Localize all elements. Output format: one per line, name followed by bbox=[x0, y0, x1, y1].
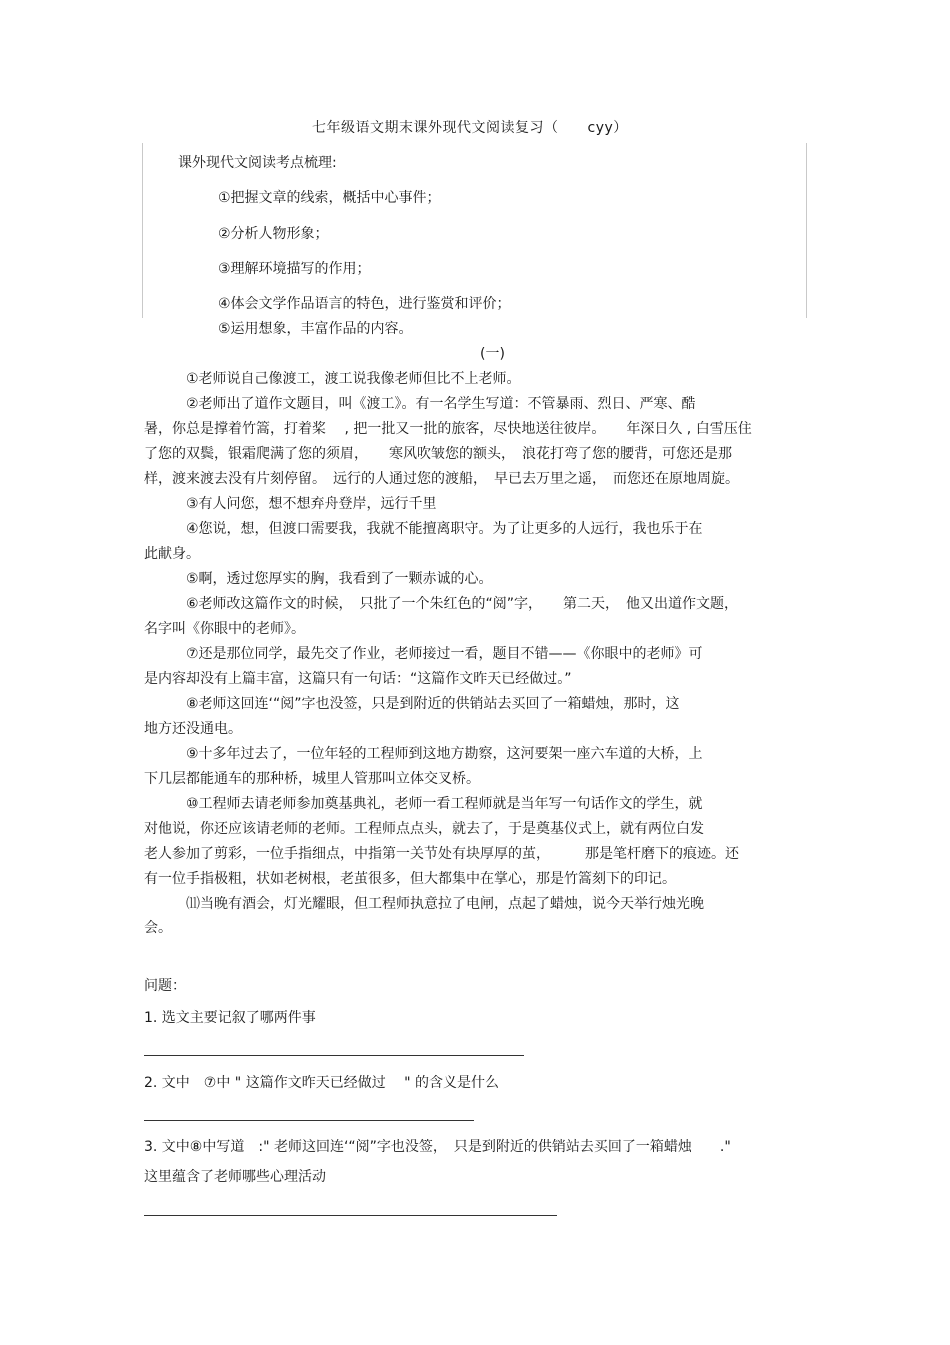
passage-line: 了您的双鬓，银霜爬满了您的须眉， 寒风吹皱您的额头， 浪花打弯了您的腰背，可您还是那 bbox=[144, 446, 732, 462]
page-title: 七年级语文期末课外现代文阅读复习（ cyy） bbox=[312, 120, 628, 136]
passage-line: 老人参加了剪彩，一位手指细点，中指第一关节处有块厚厚的茧， 那是笔杆磨下的痕迹。还 bbox=[144, 846, 739, 862]
outline-item: ①把握文章的线索，概括中心事件； bbox=[218, 190, 441, 206]
section-number: (一) bbox=[480, 346, 505, 362]
question-1: 1. 选文主要记叙了哪两件事 bbox=[144, 1010, 316, 1026]
passage-line: ①老师说自己像渡工，渡工说我像老师但比不上老师。 bbox=[186, 371, 521, 387]
outline-right-border bbox=[806, 143, 807, 318]
passage-line: 地方还没通电。 bbox=[144, 721, 242, 737]
passage-line: 对他说，你还应该请老师的老师。工程师点点头，就去了，于是奠基仪式上，就有两位白发 bbox=[144, 821, 704, 837]
passage-line: 下几层都能通车的那种桥，城里人管那叫立体交叉桥。 bbox=[144, 771, 480, 787]
passage-line: ⑨十多年过去了，一位年轻的工程师到这地方勘察，这河要架一座六车道的大桥，上 bbox=[186, 746, 703, 762]
passage-line: ⑩工程师去请老师参加奠基典礼，老师一看工程师就是当年写一句话作文的学生，就 bbox=[186, 796, 703, 812]
question-3: 3. 文中⑧中写道 :" 老师这回连‘“阅”字也没签， 只是到附近的供销站去买回了一箱蜡烛 ." bbox=[144, 1139, 731, 1155]
passage-line: ⑦还是那位同学，最先交了作业，老师接过一看，题目不错——《你眼中的老师》可 bbox=[186, 646, 703, 662]
passage-line: 此献身。 bbox=[144, 546, 200, 562]
answer-line-3 bbox=[144, 1215, 557, 1216]
passage-line: 是内容却没有上篇丰富，这篇只有一句话：“这篇作文昨天已经做过。” bbox=[144, 671, 572, 687]
passage-line: ②老师出了道作文题目，叫《渡工》。有一名学生写道：不管暴雨、烈日、严寒、酷 bbox=[186, 396, 696, 412]
questions-heading: 问题： bbox=[144, 978, 186, 994]
passage-line: ⑥老师改这篇作文的时候， 只批了一个朱红色的“阅”字， 第二天， 他又出道作文题， bbox=[186, 596, 739, 612]
answer-line-2 bbox=[144, 1120, 474, 1121]
outline-item: ③理解环境描写的作用； bbox=[218, 261, 371, 277]
passage-line: ⑧老师这回连‘“阅”字也没签，只是到附近的供销站去买回了一箱蜡烛，那时，这 bbox=[186, 696, 680, 712]
outline-item: ④体会文学作品语言的特色，进行鉴赏和评价； bbox=[218, 296, 511, 312]
passage-line: 名字叫《你眼中的老师》。 bbox=[144, 621, 305, 637]
outline-item: ②分析人物形象； bbox=[218, 226, 329, 242]
passage-line: ④您说，想，但渡口需要我，我就不能擅离职守。为了让更多的人远行，我也乐于在 bbox=[186, 521, 703, 537]
passage-line: 有一位手指极粗，状如老树根，老茧很多，但大都集中在掌心，那是竹篙刻下的印记。 bbox=[144, 871, 676, 887]
question-2: 2. 文中 ⑦中 " 这篇作文昨天已经做过 " 的含义是什么 bbox=[144, 1075, 500, 1091]
outline-left-border bbox=[142, 143, 143, 318]
passage-line: 样，渡来渡去没有片刻停留。 远行的人通过您的渡船， 早已去万里之遥， 而您还在原地周旋。 bbox=[144, 471, 739, 487]
answer-line-1 bbox=[144, 1055, 524, 1056]
passage-line: ⑤啊，透过您厚实的胸，我看到了一颗赤诚的心。 bbox=[186, 571, 493, 587]
passage-line: 暑，你总是撑着竹篙，打着桨 , 把一批又一批的旅客，尽快地送往彼岸。 年深日久 , 白雪压住 bbox=[144, 421, 752, 437]
question-3-continued: 这里蕴含了老师哪些心理活动 bbox=[144, 1169, 326, 1185]
outline-heading: 课外现代文阅读考点梳理: bbox=[178, 155, 337, 171]
passage-line: ⑾当晚有酒会，灯光耀眼，但工程师执意拉了电闸，点起了蜡烛，说今天举行烛光晚 bbox=[186, 896, 704, 912]
outline-item: ⑤运用想象，丰富作品的内容。 bbox=[218, 321, 413, 337]
passage-line: 会。 bbox=[144, 920, 172, 936]
passage-line: ③有人问您，想不想弃舟登岸，远行千里 bbox=[186, 496, 437, 512]
